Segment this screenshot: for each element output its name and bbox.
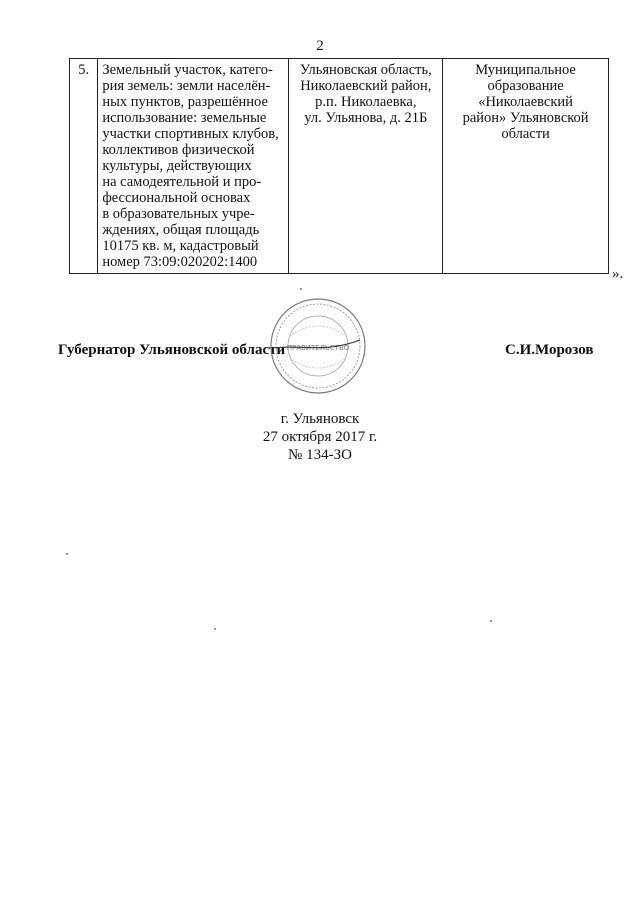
governor-title: Губернатор Ульяновской области xyxy=(58,342,286,358)
scan-mark xyxy=(300,288,302,290)
description-line: в образовательных учре- xyxy=(102,206,255,222)
property-owner xyxy=(443,59,609,274)
owner-line: район» Ульяновской xyxy=(462,110,589,126)
scan-mark xyxy=(490,620,492,622)
owner-line: «Николаевский xyxy=(478,94,573,110)
description-line: на самодеятельной и про- xyxy=(102,174,262,190)
address-line: Николаевский район, xyxy=(300,78,432,94)
description-line: Земельный участок, катего- xyxy=(102,62,273,78)
address-line: Ульяновская область, xyxy=(299,62,432,78)
property-description xyxy=(98,59,289,274)
description-line: ждениях, общая площадь xyxy=(102,222,260,238)
description-line: фессиональной основах xyxy=(102,190,251,206)
scan-mark xyxy=(66,553,68,555)
scan-mark xyxy=(214,628,216,630)
issue-details xyxy=(0,410,640,464)
description-line: участки спортивных клубов, xyxy=(102,126,279,142)
issue-date: 27 октября 2017 г. xyxy=(262,429,378,445)
description-line: ных пунктов, разрешённое xyxy=(102,94,268,110)
table-row xyxy=(70,59,609,274)
address-line: р.п. Николаевка, xyxy=(315,94,417,110)
description-line: культуры, действующих xyxy=(102,158,252,174)
issue-city: г. Ульяновск xyxy=(280,411,360,427)
property-address xyxy=(289,59,443,274)
description-line: коллективов физической xyxy=(102,142,255,158)
seal-text: ПРАВИТЕЛЬСТВО xyxy=(286,344,350,352)
description-line: рия земель: земли населён- xyxy=(102,78,271,94)
row-number: 5. xyxy=(70,59,98,274)
description-line: номер 73:09:020202:1400 xyxy=(102,254,258,270)
owner-line: области xyxy=(501,126,550,142)
official-seal-icon xyxy=(268,296,368,396)
property-table xyxy=(69,58,609,274)
governor-name: С.И.Морозов xyxy=(505,342,594,358)
owner-line: Муниципальное xyxy=(475,62,576,78)
description-line: 10175 кв. м, кадастровый xyxy=(102,238,259,254)
law-number: № 134-ЗО xyxy=(288,447,352,463)
address-line: ул. Ульянова, д. 21Б xyxy=(304,110,428,126)
owner-line: образование xyxy=(487,78,564,94)
closing-quote: ». xyxy=(612,266,624,282)
page-number: 2 xyxy=(316,38,324,54)
description-line: использование: земельные xyxy=(102,110,267,126)
